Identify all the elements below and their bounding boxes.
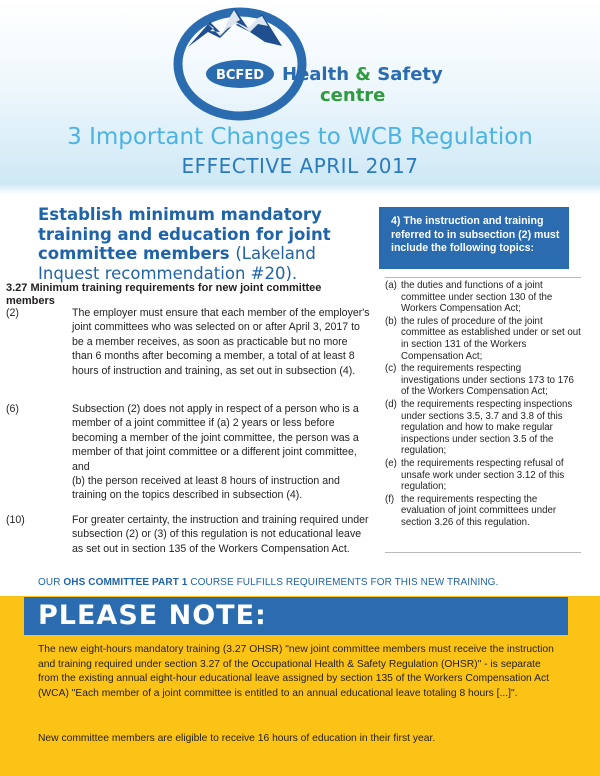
logo-name: Health & Safety [282,64,443,85]
clause-2 [6,306,371,378]
section-heading [38,205,378,283]
topics-list [385,277,581,553]
bcfed-logo [170,2,443,122]
list-item: (e) the requirements respecting refusal of unsafe work under section 3.12 of this regulation; [385,457,565,493]
list-item: (d) the requirements respecting inspections under sections 3.5, 3.7 and 3.8 of this regulation and how to make regular inspections under section 3.5 of the regulation; [385,398,573,457]
header-band [0,183,600,195]
logo-brand: BCFED [215,68,265,83]
note-body: The new eight-hours mandatory training (3.27 OHSR) "new joint committee members must receive the instruction and training required under section 3.27 of the Occupational Health & Safety Regulation (OHSR)" - is separate from the existing annual eight-hour educational leave assigned by section 135 of the Workers Compensation Act (WCA) "Each member of a joint committee is entitled to an annual educational leave totaling 8 hours [...]". [38,644,554,699]
list-item: (c) the requirements respecting investigations under sections 173 to 176 of the Workers Compensation Act; [385,363,574,398]
ohs-course-link: OHS COMMITTEE PART 1 [63,577,188,588]
clause-text: For greater certainty, the instruction and training required under subsection (2) or (3) of this regulation is not educational leave as set out in section 135 of the Workers Compensation Act. [72,514,369,555]
clause-number: (2) [6,307,19,319]
page-title: 3 Important Changes to WCB Regulation [67,124,533,150]
list-item: (f) the requirements respecting the evaluation of joint committees under section 3.26 of this regulation. [385,493,557,528]
clause-10 [6,513,371,556]
page-subtitle: EFFECTIVE APRIL 2017 [181,154,419,178]
clause-text: The employer must ensure that each member of the employer's joint committees who was selected on or after April 3, 2017 to be a member receives, as soon as practicable but no more than 6 months after becoming a member, a total of at least 8 hours of instruction and training, as set out in subsection (4). [72,307,370,377]
list-item: (a) the duties and functions of a joint committee under section 130 of the Workers Compensation Act; [385,280,553,315]
note-footer: New committee members are eligible to receive 16 hours of education in their first year. [38,733,436,744]
ohs-course-line: OUR OHS COMMITTEE PART 1 COURSE FULFILLS REQUIREMENTS FOR THIS NEW TRAINING. [38,577,499,588]
clause-number: (6) [6,403,19,415]
regulation-title: 3.27 Minimum training requirements for new joint committee members [6,282,322,307]
clause-6 [6,402,371,503]
topics-box: 4) The instruction and training referred to in subsection (2) must include the following topics: [379,207,569,269]
note-heading: PLEASE NOTE: [24,597,568,635]
heading-recommendation: (Lakeland Inquest recommendation #20). [38,244,316,283]
clause-text: Subsection (2) does not apply in respect of a person who is a member of a joint committee if (a) 2 years or less before becoming a member of the joint committee, the person was a member of that joint committee or a different joint committee, and [72,403,359,473]
clause-number: (10) [6,514,25,526]
list-item: (b) the rules of procedure of the joint committee as established under or set out in section 131 of the Workers Compensation Act; [385,315,581,362]
heading-text: Establish minimum mandatory training and education for joint committee members [38,205,331,263]
clause-text-b: (b) the person received at least 8 hours of instruction and training on the topics described in subsection (4). [72,475,340,502]
logo-centre: centre [320,85,386,106]
